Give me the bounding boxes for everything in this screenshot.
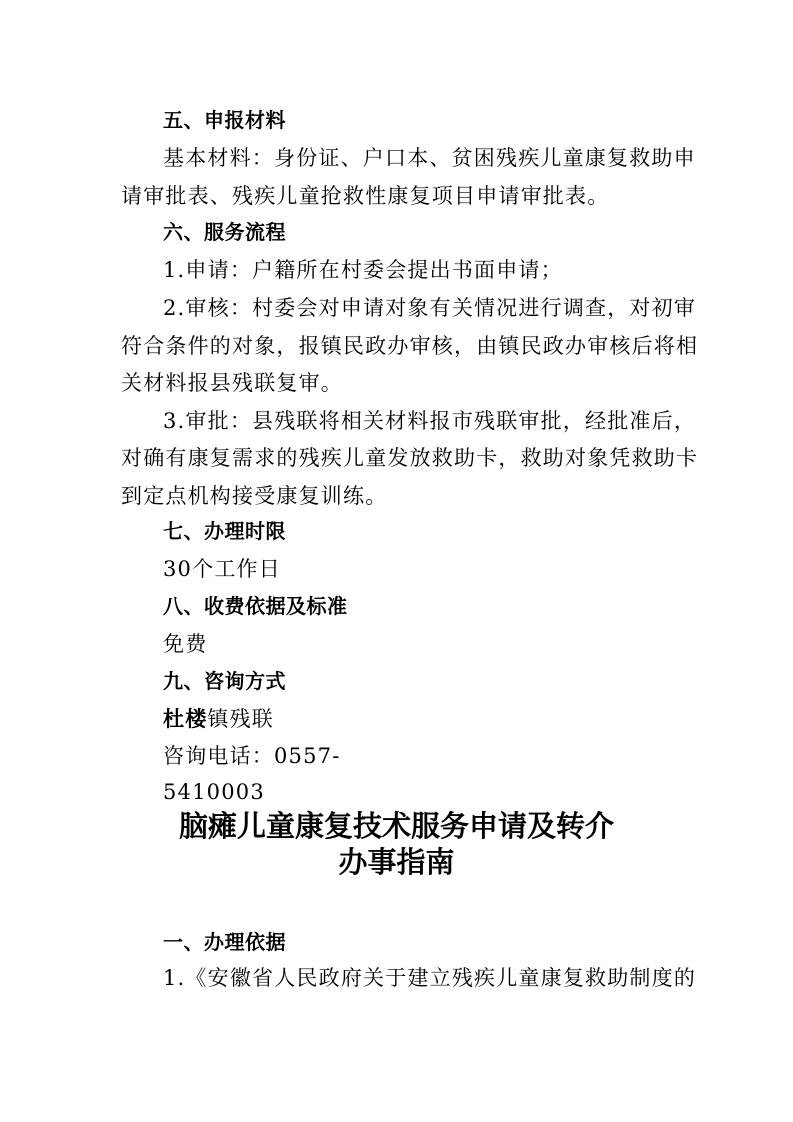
contact-phone-number: 5410003 [163, 780, 265, 804]
section-heading-basis: 一、办理依据 [163, 930, 286, 954]
text-line: 关材料报县残联复审。 [121, 371, 343, 395]
guide-title-line1: 脑瘫儿童康复技术服务申请及转介 [178, 809, 614, 843]
text-line: 3.审批：县残联将相关材料报市残联审批，经批准后， [163, 409, 697, 433]
section-heading-contact: 九、咨询方式 [163, 669, 286, 693]
contact-phone-label: 咨询电话：0557- [163, 744, 341, 768]
section-heading-time-limit: 七、办理时限 [163, 519, 286, 543]
organization-town: 杜楼 [163, 707, 208, 731]
text-line: 1.《安徽省人民政府关于建立残疾儿童康复救助制度的 [163, 966, 697, 990]
text-line: 2.审核：村委会对申请对象有关情况进行调查，对初审 [163, 296, 697, 320]
section-heading-materials: 五、申报材料 [163, 108, 286, 132]
text-line: 1.申请：户籍所在村委会提出书面申请； [163, 258, 563, 282]
organization-suffix: 镇残联 [207, 707, 275, 731]
section-heading-process: 六、服务流程 [163, 220, 286, 244]
text-line: 免费 [163, 632, 208, 656]
text-line: 请审批表、残疾儿童抢救性康复项目申请审批表。 [121, 184, 610, 208]
section-heading-fees: 八、收费依据及标准 [163, 594, 348, 618]
text-line: 符合条件的对象，报镇民政办审核，由镇民政办审核后将相 [121, 334, 699, 358]
text-line: 到定点机构接受康复训练。 [121, 484, 388, 508]
guide-title-line2: 办事指南 [338, 845, 455, 879]
text-line: 基本材料：身份证、户口本、贫困残疾儿童康复救助申 [163, 146, 696, 170]
text-line: 30个工作日 [163, 557, 281, 581]
contact-organization [163, 705, 274, 733]
text-line: 对确有康复需求的残疾儿童发放救助卡，救助对象凭救助卡 [121, 446, 699, 470]
